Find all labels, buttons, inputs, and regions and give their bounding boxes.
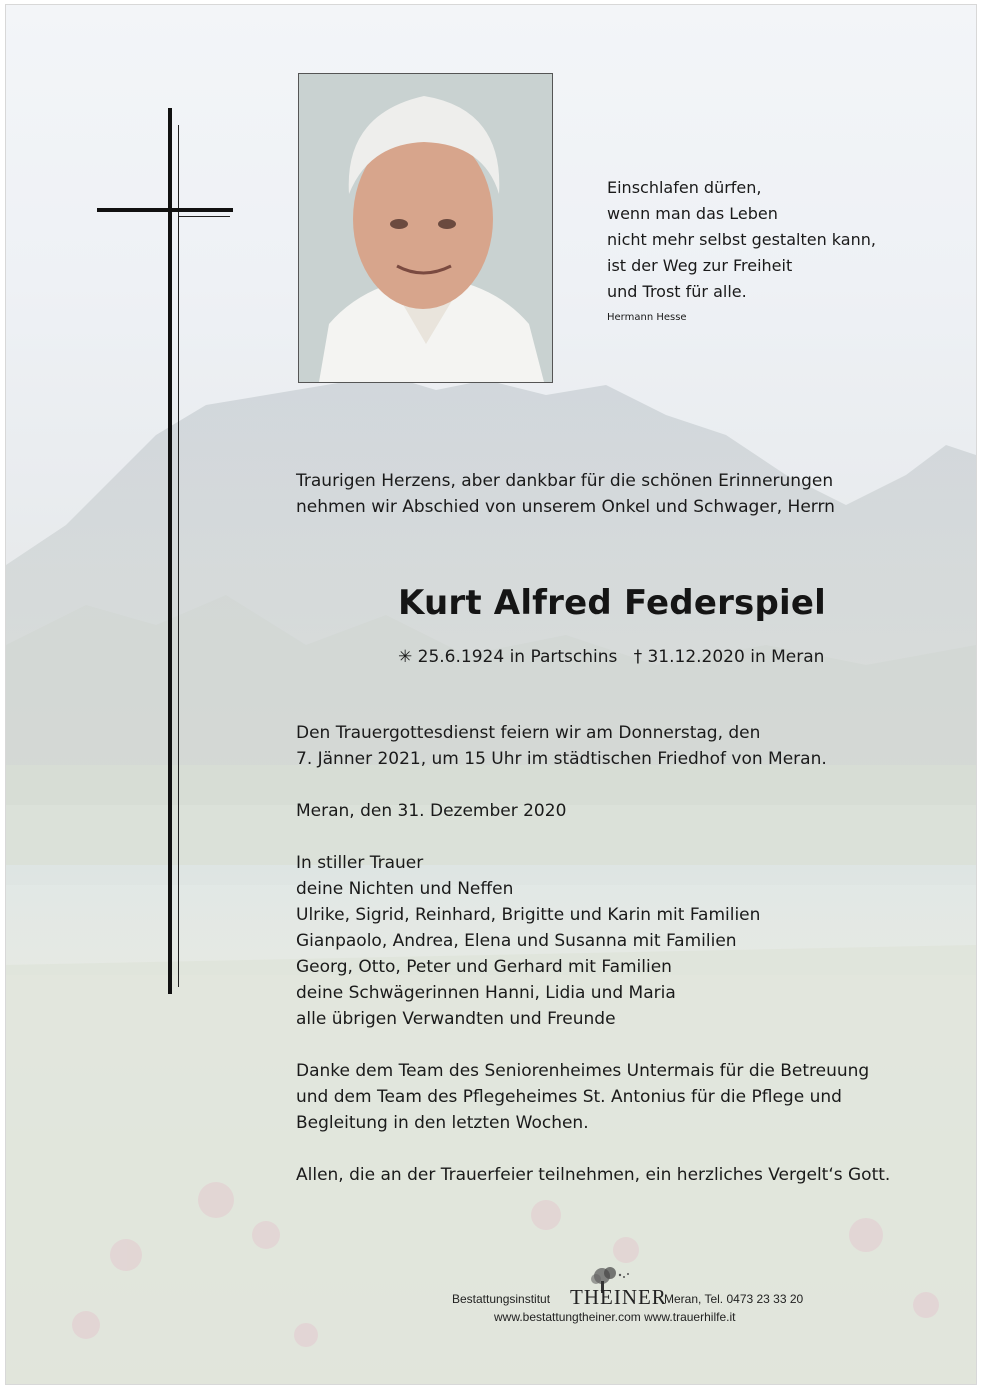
quote-line: und Trost für alle. — [607, 282, 747, 301]
intro-text — [296, 468, 835, 520]
mourner-line: deine Nichten und Neffen — [296, 879, 514, 899]
deceased-name: Kurt Alfred Federspiel — [398, 583, 826, 623]
cross-vertical-bar — [168, 108, 172, 994]
mourner-line: alle übrigen Verwandten und Freunde — [296, 1009, 616, 1029]
obituary-card — [5, 4, 977, 1385]
closing-text: Allen, die an der Trauerfeier teilnehmen, ein herzliches Vergelt‘s Gott. — [296, 1165, 891, 1185]
cross-vertical-line — [178, 125, 179, 987]
intro-line: Traurigen Herzens, aber dankbar für die schönen Erinnerungen — [296, 471, 834, 491]
mourner-line: Georg, Otto, Peter und Gerhard mit Familien — [296, 957, 672, 977]
quote-author: Hermann Hesse — [607, 312, 687, 323]
mourner-line: deine Schwägerinnen Hanni, Lidia und Maria — [296, 983, 676, 1003]
thanks-line: Begleitung in den letzten Wochen. — [296, 1113, 589, 1133]
service-text — [296, 720, 827, 772]
portrait-photo — [298, 73, 553, 383]
footer-institute: Bestattungsinstitut — [452, 1292, 551, 1306]
mourner-line: In stiller Trauer — [296, 853, 424, 873]
birth-death-dates: ✳ 25.6.1924 in Partschins † 31.12.2020 in Meran — [398, 647, 825, 667]
quote-block — [607, 175, 876, 325]
intro-line: nehmen wir Abschied von unserem Onkel und Schwager, Herrn — [296, 497, 835, 517]
quote-line: Einschlafen dürfen, — [607, 178, 762, 197]
quote-line: nicht mehr selbst gestalten kann, — [607, 230, 876, 249]
footer-web-links[interactable]: www.bestattungtheiner.com www.trauerhilfe.it — [494, 1310, 736, 1324]
mourner-line: Gianpaolo, Andrea, Elena und Susanna mit Familien — [296, 931, 737, 951]
thanks-text — [296, 1058, 869, 1136]
cross-horizontal-bar — [97, 208, 233, 212]
place-date: Meran, den 31. Dezember 2020 — [296, 801, 567, 821]
footer-contact: Meran, Tel. 0473 23 33 20 — [664, 1292, 804, 1306]
mourners-list — [296, 850, 760, 1032]
quote-line: wenn man das Leben — [607, 204, 778, 223]
quote-line: ist der Weg zur Freiheit — [607, 256, 793, 275]
thanks-line: und dem Team des Pflegeheimes St. Antonius für die Pflege und — [296, 1087, 842, 1107]
service-line: 7. Jänner 2021, um 15 Uhr im städtischen Friedhof von Meran. — [296, 749, 827, 769]
mourner-line: Ulrike, Sigrid, Reinhard, Brigitte und Karin mit Familien — [296, 905, 761, 925]
service-line: Den Trauergottesdienst feiern wir am Donnerstag, den — [296, 723, 761, 743]
thanks-line: Danke dem Team des Seniorenheimes Untermais für die Betreuung — [296, 1061, 870, 1081]
footer-brand: THEINER — [570, 1285, 667, 1309]
portrait-illustration — [299, 74, 552, 382]
cross-horizontal-line — [178, 216, 230, 217]
